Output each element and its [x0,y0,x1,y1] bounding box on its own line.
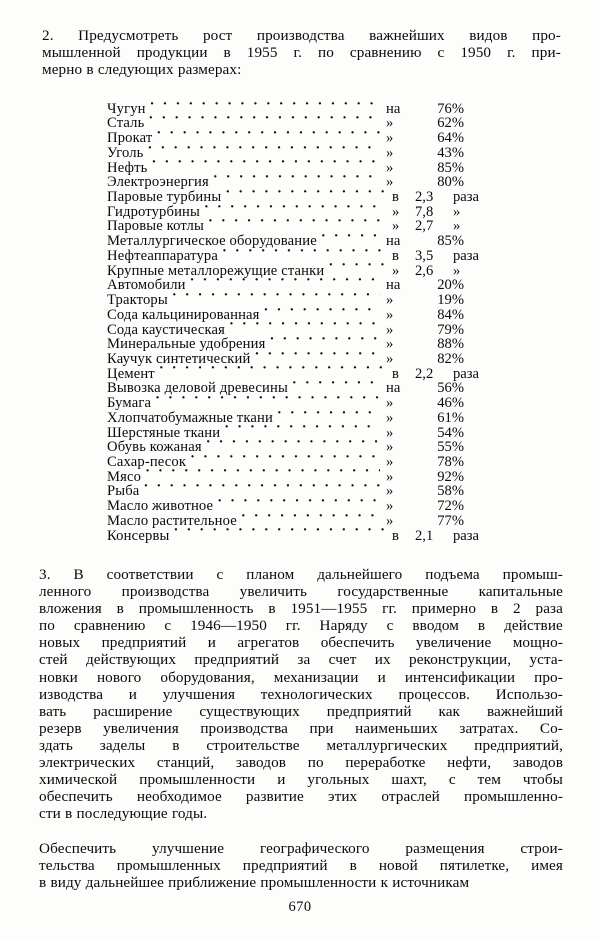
production-value: 82% [437,350,464,367]
production-unit-prefix: » [386,350,394,367]
dot-leader [217,495,380,510]
production-unit-prefix: » [386,409,394,426]
production-unit-prefix: » [386,321,394,338]
production-item-label: Рыба [107,483,140,500]
dot-leader [150,98,380,113]
dot-leader [321,230,380,245]
production-unit-prefix: в [392,247,399,264]
production-item-label: Автомобили [107,277,186,294]
production-value-suffix: раза [453,527,480,544]
production-unit-prefix: » [386,453,394,470]
production-item-label: Нефть [107,159,148,176]
text-line: в виду дальнейшее приближение промышленности к источникам [39,874,470,892]
text-line: сти в последующие годы. [39,805,208,823]
production-unit-prefix: » [392,218,400,235]
production-value: 2,1 [415,527,434,544]
production-item-label: Чугун [107,100,146,117]
production-item-label: Нефтеаппаратура [107,247,218,264]
text-line: электрических станций, заводов по переработке нефти, заводов [39,754,563,772]
production-value: 77% [437,512,464,529]
production-item-label: Металлургическое оборудование [107,233,317,250]
production-growth-list [107,98,503,544]
production-unit-prefix: » [386,439,394,456]
production-item-label: Мясо [107,468,142,485]
production-row [107,142,503,161]
production-row [107,289,503,309]
production-unit-prefix: » [386,115,394,132]
production-row [107,230,503,250]
production-value: 7,8 [415,203,434,220]
production-row [107,422,503,441]
production-unit-prefix: на [386,233,401,250]
dot-leader [241,510,380,525]
dot-leader [254,348,380,363]
production-item-label: Вывозка деловой древесины [107,380,288,397]
production-unit-prefix: в [392,189,399,206]
production-value: 85% [437,159,464,176]
production-unit-prefix: в [392,527,399,544]
production-item-label: Гидротурбины [107,203,200,220]
text-line: 2. Предусмотреть рост производства важнейших видов про- [42,27,561,44]
text-line: мышленной продукции в 1955 г. по сравнению с 1950 г. при- [42,44,561,62]
paragraph-2 [42,27,561,78]
production-unit-prefix: » [386,483,394,500]
production-item-label: Шерстяные ткани [107,424,221,441]
text-line: Обеспечить улучшение географического размещения строи- [39,840,563,857]
paragraph-4 [39,840,563,891]
production-value: 80% [437,174,464,191]
production-value-suffix: раза [453,365,480,382]
dot-leader [229,319,380,334]
production-value: 72% [437,498,464,515]
dot-leader [151,157,380,172]
production-item-label: Масло животное [107,498,214,515]
dot-leader [159,363,386,378]
dot-leader [155,392,380,407]
text-line: вать расширение существующих предприятий как важнейший [39,702,563,720]
production-value: 54% [437,424,464,441]
production-value: 88% [437,336,464,353]
production-unit-prefix: в [392,365,399,382]
production-value: 2,7 [415,218,434,235]
production-value: 76% [437,100,464,117]
dot-leader [206,437,380,452]
production-unit-prefix: » [392,262,400,279]
production-row [107,437,503,456]
dot-leader [224,422,380,437]
production-row [107,466,503,485]
production-value-suffix: » [453,203,461,220]
production-item-label: Минеральные удобрения [107,336,266,353]
text-line: по сравнению с 1946—1950 гг. Наряду с вводом в действие [39,617,563,635]
production-row [107,157,503,176]
production-row [107,510,503,529]
production-unit-prefix: » [386,512,394,529]
production-unit-prefix: » [386,130,394,147]
dot-leader [147,142,380,157]
text-line: 3. В соответствии с планом дальнейшего подъема промыш- [39,566,563,583]
production-row [107,172,503,191]
dot-leader [172,289,380,304]
production-value: 46% [437,395,464,412]
production-value: 2,6 [415,262,434,279]
dot-leader [222,245,386,260]
production-value: 20% [437,277,464,294]
production-item-label: Уголь [107,144,144,161]
production-value-suffix: раза [453,189,480,206]
text-line: стей действующих предприятий за счет их реконструкции, уста- [39,651,563,669]
production-row [107,348,503,367]
production-value: 3,5 [415,247,434,264]
production-value: 84% [437,306,464,323]
production-value-suffix: » [453,218,461,235]
production-item-label: Сода кальцинированная [107,306,260,323]
dot-leader [208,216,386,231]
production-item-label: Сталь [107,115,145,132]
text-line: вложения в промышленность в 1951—1955 гг. примерно в 2 раза [39,600,563,618]
production-unit-prefix: » [386,174,394,191]
production-row [107,304,503,323]
production-value: 79% [437,321,464,338]
production-value: 61% [437,409,464,426]
production-row [107,451,503,470]
production-row [107,127,503,147]
production-row [107,98,503,117]
production-row [107,495,503,515]
production-value: 78% [437,453,464,470]
text-line: тельства промышленных предприятий в новой пятилетке, имея [39,857,563,875]
production-row [107,334,503,353]
production-unit-prefix: » [386,306,394,323]
production-unit-prefix: » [386,292,394,309]
production-item-label: Прокат [107,130,153,147]
production-item-label: Паровые котлы [107,218,204,235]
dot-leader [148,113,380,128]
dot-leader [190,451,380,466]
production-item-label: Паровые турбины [107,189,222,206]
production-item-label: Сахар-песок [107,453,187,470]
production-unit-prefix: » [386,424,394,441]
production-row [107,481,503,500]
text-line: химической промышленности и угольных шахт, с тем чтобы [39,771,563,789]
production-unit-prefix: » [392,203,400,220]
dot-leader [143,481,380,496]
production-unit-prefix: » [386,144,394,161]
production-value: 58% [437,483,464,500]
text-line: обеспечить необходимое развитие этих отраслей промышленно- [39,788,563,806]
text-line: мерно в следующих размерах: [42,61,242,79]
production-row [107,392,503,412]
production-value: 64% [437,130,464,147]
production-unit-prefix: на [386,277,401,294]
dot-leader [204,201,386,216]
production-item-label: Тракторы [107,292,168,309]
production-value-suffix: » [453,262,461,279]
production-unit-prefix: на [386,380,401,397]
production-row [107,275,503,294]
production-item-label: Цемент [107,365,155,382]
production-item-label: Электроэнергия [107,174,209,191]
paragraph-3 [39,566,563,822]
production-value: 2,3 [415,189,434,206]
production-item-label: Обувь кожаная [107,439,202,456]
production-unit-prefix: » [386,498,394,515]
dot-leader [277,407,380,422]
text-line: новых предприятий и агрегатов обеспечить увеличение мощно- [39,634,563,652]
dot-leader [264,304,380,319]
production-value: 85% [437,233,464,250]
dot-leader [156,127,380,142]
production-value: 2,2 [415,365,434,382]
text-line: изводства и улучшения технологических процессов. Использо- [39,685,563,703]
production-value: 19% [437,292,464,309]
production-value: 92% [437,468,464,485]
production-value-suffix: раза [453,247,480,264]
production-item-label: Консервы [107,527,170,544]
dot-leader [292,378,380,393]
production-value: 62% [437,115,464,132]
production-value: 56% [437,380,464,397]
production-unit-prefix: » [386,395,394,412]
page-number: 670 [288,899,312,915]
text-line: резерв увеличения производства при наименьших затратах. Со- [39,719,563,737]
dot-leader [145,466,380,481]
production-item-label: Сода каустическая [107,321,225,338]
dot-leader [328,260,386,275]
text-line: новки нового оборудования, механизации и интенсификации про- [39,668,563,686]
dot-leader [269,334,380,349]
production-value: 55% [437,439,464,456]
production-item-label: Крупные металлорежущие станки [107,262,325,279]
production-unit-prefix: » [386,468,394,485]
production-item-label: Бумага [107,395,152,412]
production-row [107,113,503,132]
text-line: ленного производства увеличить государственные капитальные [39,583,563,601]
dot-leader [225,186,386,201]
dot-leader [213,172,380,187]
production-item-label: Масло растительное [107,512,237,529]
production-row [107,407,503,426]
production-item-label: Хлопчатобумажные ткани [107,409,273,426]
text-line: здать заделы в строительстве металлургических предприятий, [39,736,563,754]
production-row [107,378,503,397]
production-unit-prefix: на [386,100,401,117]
production-unit-prefix: » [386,336,394,353]
production-value: 43% [437,144,464,161]
dot-leader [173,525,386,540]
production-unit-prefix: » [386,159,394,176]
dot-leader [190,275,380,290]
production-item-label: Каучук синтетический [107,350,251,367]
